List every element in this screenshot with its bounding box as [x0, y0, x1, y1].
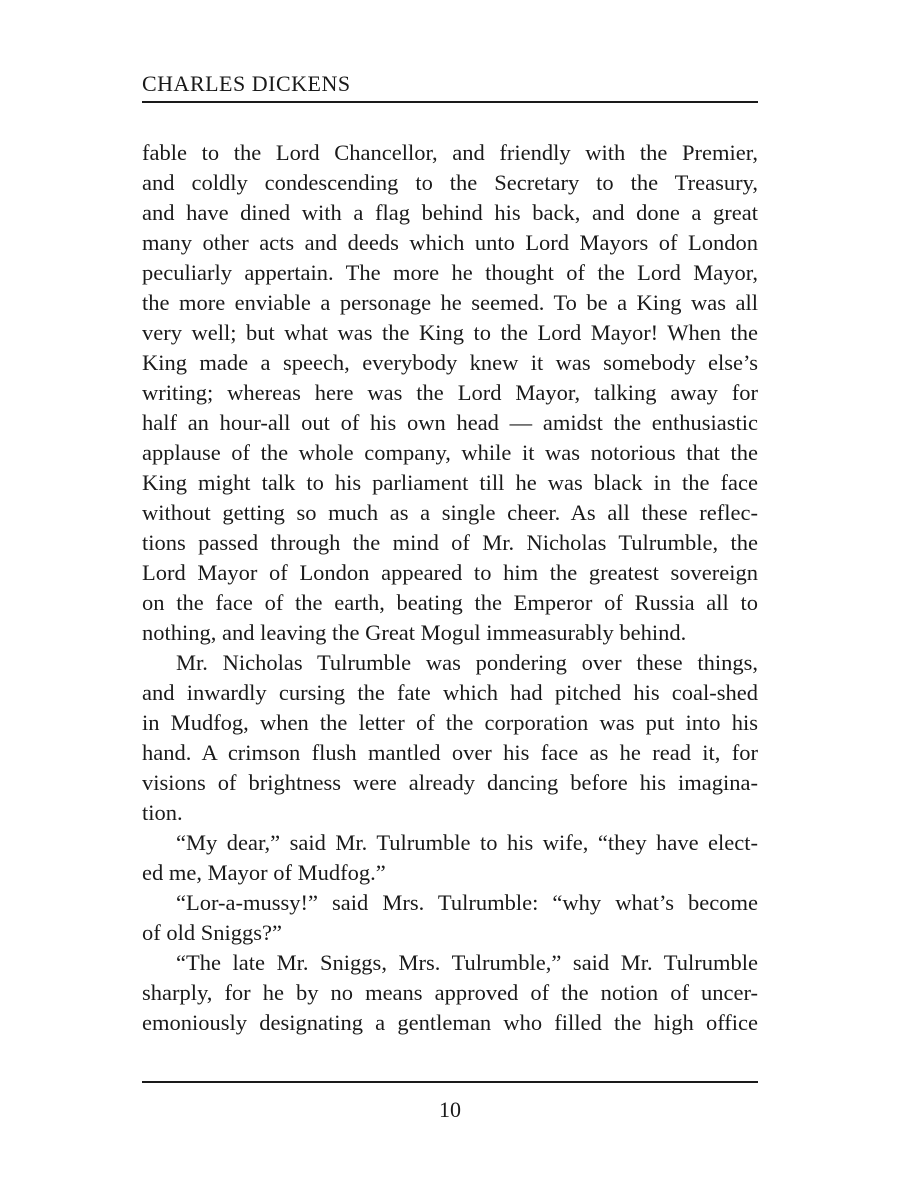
text-line: applause of the whole company, while it was notorious that the: [142, 440, 758, 465]
text-line: and coldly condescending to the Secretary to the Treasury,: [142, 170, 758, 195]
text-line: Mr. Nicholas Tulrumble was pondering over these things,: [176, 650, 758, 675]
text-line: of old Sniggs?”: [142, 920, 282, 945]
text-line: on the face of the earth, beating the Emperor of Russia all to: [142, 590, 758, 615]
text-line: “My dear,” said Mr. Tulrumble to his wife, “they have elect-: [176, 830, 758, 855]
text-line: Lord Mayor of London appeared to him the greatest sovereign: [142, 560, 758, 585]
footer-rule: [142, 1081, 758, 1083]
text-line: “Lor-a-mussy!” said Mrs. Tulrumble: “why what’s become: [176, 890, 758, 915]
body-text: [142, 138, 758, 1038]
text-line: many other acts and deeds which unto Lord Mayors of London: [142, 230, 758, 255]
running-head: CHARLES DICKENS: [142, 71, 351, 96]
text-line: tions passed through the mind of Mr. Nicholas Tulrumble, the: [142, 530, 758, 555]
text-line: King made a speech, everybody knew it was somebody else’s: [142, 350, 758, 375]
text-line: peculiarly appertain. The more he thought of the Lord Mayor,: [142, 260, 758, 285]
page-number: 10: [439, 1097, 461, 1122]
text-line: visions of brightness were already dancing before his imagina-: [142, 770, 758, 795]
text-line: and inwardly cursing the fate which had pitched his coal-shed: [142, 680, 758, 705]
header-rule: [142, 101, 758, 103]
text-line: tion.: [142, 800, 183, 825]
text-line: hand. A crimson flush mantled over his face as he read it, for: [142, 740, 758, 765]
text-line: in Mudfog, when the letter of the corporation was put into his: [142, 710, 758, 735]
text-line: very well; but what was the King to the Lord Mayor! When the: [142, 320, 758, 345]
text-line: writing; whereas here was the Lord Mayor, talking away for: [142, 380, 758, 405]
text-line: sharply, for he by no means approved of the notion of uncer-: [142, 980, 758, 1005]
text-line: King might talk to his parliament till he was black in the face: [142, 470, 758, 495]
text-line: without getting so much as a single cheer. As all these reflec-: [142, 500, 758, 525]
text-line: the more enviable a personage he seemed. To be a King was all: [142, 290, 758, 315]
text-line: emoniously designating a gentleman who filled the high office: [142, 1010, 758, 1035]
text-line: nothing, and leaving the Great Mogul immeasurably behind.: [142, 620, 687, 645]
text-line: “The late Mr. Sniggs, Mrs. Tulrumble,” said Mr. Tulrumble: [176, 950, 758, 975]
text-line: ed me, Mayor of Mudfog.”: [142, 860, 386, 885]
text-line: and have dined with a flag behind his back, and done a great: [142, 200, 758, 225]
text-line: half an hour-all out of his own head — amidst the enthusiastic: [142, 410, 758, 435]
text-line: fable to the Lord Chancellor, and friendly with the Premier,: [142, 140, 758, 165]
